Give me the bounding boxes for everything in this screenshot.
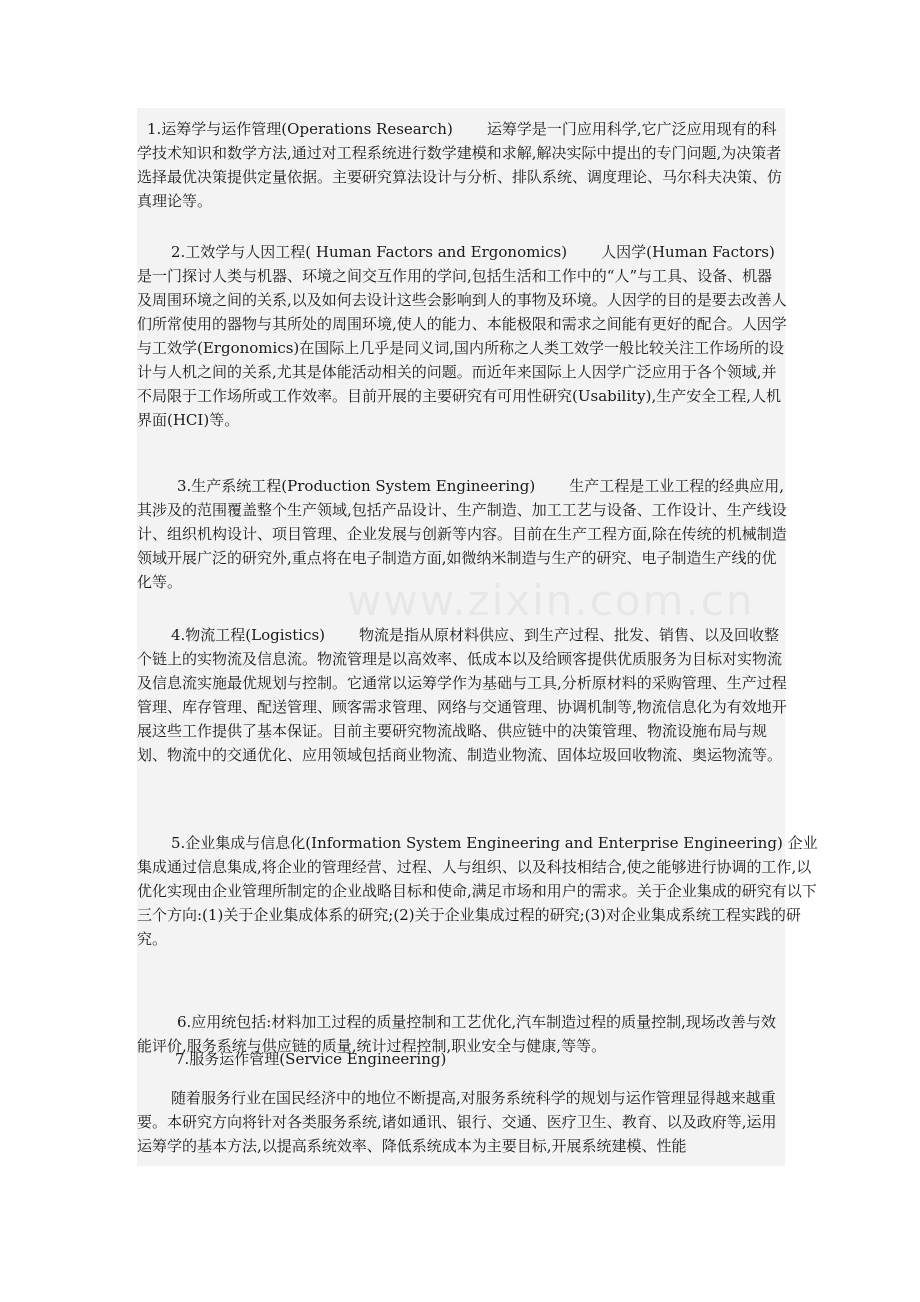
section-heading: 1.运筹学与运作管理(Operations Research) <box>147 120 453 138</box>
section-heading: 3.生产系统工程(Production System Engineering) <box>177 477 536 495</box>
section-body: 生产工程是工业工程的经典应用,其涉及的范围覆盖整个生产领域,包括产品设计、生产制造、加工工艺与设备、工作设计、生产线设计、组织机构设计、项目管理、企业发展与创新等内容。目前在生产工程方面,除在传统的机械制造领域开展广泛的研究外,重点将在电子制造方面,如微纳米制造与生产的研究、电子制造生产线的优化等。 <box>137 477 787 591</box>
section-body: 6.应用统包括:材料加工过程的质量控制和工艺优化,汽车制造过程的质量控制,现场改善与效能评价,服务系统与供应链的质量,统计过程控制,职业安全与健康,等等。 <box>137 1013 776 1055</box>
section-body: 运筹学是一门应用科学,它广泛应用现有的科学技术知识和数学方法,通过对工程系统进行数学建模和求解,解决实际中提出的专门问题,为决策者选择最优决策提供定量依据。主要研究算法设计与分析、排队系统、调度理论、马尔科夫决策、仿真理论等。 <box>137 120 783 210</box>
section-human-factors <box>137 240 787 432</box>
section-heading: 7.服务运作管理(Service Engineering) <box>175 1050 447 1068</box>
section-body: 人因学(Human Factors)是一门探讨人类与机器、环境之间交互作用的学问,包括生活和工作中的“人”与工具、设备、机器及周围环境之间的关系,以及如何去设计这些会影响到人的事物及环境。人因学的目的是要去改善人们所常使用的器物与其所处的周围环境,使人的能力、本能极限和需求之间能有更好的配合。人因学与工效学(Ergonomics)在国际上几乎是同义词,国内所称之人类工效学一般比较关注工作场所的设计与人机之间的关系,尤其是体能活动相关的问题。而近年来国际上人因学广泛应用于各个领域,并不局限于工作场所或工作效率。目前开展的主要研究有可用性研究(Usability),生产安全工程,人机界面(HCI)等。 <box>137 243 787 429</box>
section-heading: 4.物流工程(Logistics) <box>171 626 326 644</box>
section-heading: 2.工效学与人因工程( Human Factors and Ergonomics) <box>171 243 568 261</box>
section-service-body <box>137 1086 787 1158</box>
section-operations-research <box>137 117 787 213</box>
section-body: 企业集成通过信息集成,将企业的管理经营、过程、人与组织、以及科技相结合,使之能够进行协调的工作,以优化实现由企业管理所制定的企业战略目标和使命,满足市场和用户的需求。关于企业集成的研究有以下三个方向:(1)关于企业集成体系的研究;(2)关于企业集成过程的研究;(3)对企业集成系统工程实践的研究。 <box>137 834 818 948</box>
section-enterprise-integration <box>137 831 825 951</box>
section-heading: 5.企业集成与信息化(Information System Engineering and Enterprise Engineering) <box>171 834 783 852</box>
section-production-system <box>137 474 787 594</box>
section-body: 随着服务行业在国民经济中的地位不断提高,对服务系统科学的规划与运作管理显得越来越重要。本研究方向将针对各类服务系统,诸如通讯、银行、交通、医疗卫生、教育、以及政府等,运用运筹学的基本方法,以提高系统效率、降低系统成本为主要目标,开展系统建模、性能 <box>137 1089 777 1155</box>
section-service-engineering <box>137 1047 787 1071</box>
section-logistics <box>137 623 787 767</box>
section-body: 物流是指从原材料供应、到生产过程、批发、销售、以及回收整个链上的实物流及信息流。物流管理是以高效率、低成本以及给顾客提供优质服务为目标对实物流及信息流实施最优规划与控制。它通常以运筹学作为基础与工具,分析原材料的采购管理、生产过程管理、库存管理、配送管理、顾客需求管理、网络与交通管理、协调机制等,物流信息化为有效地开展这些工作提供了基本保证。目前主要研究物流战略、供应链中的决策管理、物流设施布局与规划、物流中的交通优化、应用领域包括商业物流、制造业物流、固体垃圾回收物流、奥运物流等。 <box>137 626 787 764</box>
